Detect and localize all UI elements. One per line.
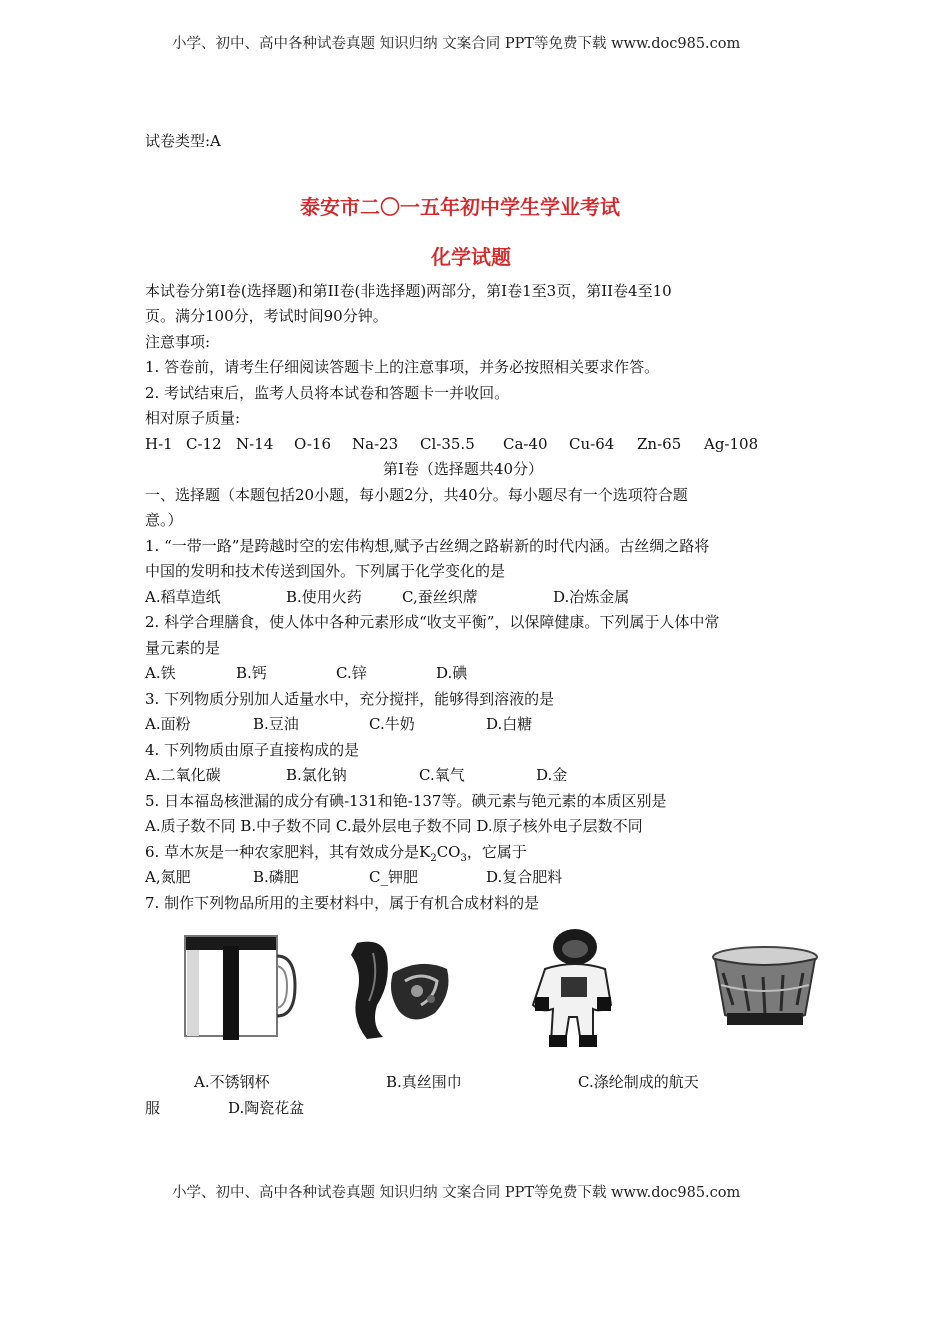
picture-caption-c: C.涤纶制成的航天 xyxy=(578,1073,699,1091)
option: D.冶炼金属 xyxy=(553,588,630,606)
question-5-stem: 5. 日本福岛核泄漏的成分有碘-131和铯-137等。碘元素与铯元素的本质区别是 xyxy=(145,792,667,810)
option: A.二氧化碳 xyxy=(145,766,221,784)
atomic-mass-item: Ca-40 xyxy=(503,435,548,453)
option: B.磷肥 xyxy=(253,868,299,886)
atomic-mass-item: Na-23 xyxy=(352,435,399,453)
option: B.使用火药 xyxy=(286,588,362,606)
ceramic-flower-pot-picture xyxy=(709,945,821,1029)
option: C.锌 xyxy=(336,664,367,682)
question-6-stem-b: ，它属于 xyxy=(466,843,527,861)
option: C.氧气 xyxy=(419,766,465,784)
stainless-steel-cup-picture xyxy=(183,928,298,1042)
atomic-mass-item: Ag-108 xyxy=(704,435,759,453)
option: A.稻草造纸 xyxy=(145,588,221,606)
atomic-mass-item: Zn-65 xyxy=(637,435,682,453)
question-5-options: A.质子数不同 B.中子数不同 C.最外层电子数不同 D.原子核外电子层数不同 xyxy=(145,817,643,835)
part-title: 第I卷（选择题共40分） xyxy=(383,460,544,478)
atomic-mass-item: Cl-35.5 xyxy=(420,435,475,453)
atomic-mass-item: N-14 xyxy=(236,435,274,453)
intro-line-1: 本试卷分第I卷(选择题)和第II卷(非选择题)两部分，第I卷1至3页，第II卷4至10 xyxy=(145,282,672,300)
option: A.面粉 xyxy=(145,715,191,733)
option: D.白糖 xyxy=(486,715,533,733)
notice-1: 1. 答卷前，请考生仔细阅读答题卡上的注意事项，并务必按照相关要求作答。 xyxy=(145,358,660,376)
option: C_钾肥 xyxy=(369,868,418,886)
exam-subtitle: 化学试题 xyxy=(431,245,511,269)
section-intro-2: 意。） xyxy=(145,511,183,529)
silk-scarf-picture xyxy=(343,937,455,1041)
exam-title: 泰安市二〇一五年初中学生学业考试 xyxy=(300,195,620,219)
option: B.氯化钠 xyxy=(286,766,347,784)
atomic-mass-item: Cu-64 xyxy=(569,435,615,453)
question-6-stem xyxy=(145,842,527,869)
notice-heading: 注意事项: xyxy=(145,333,211,351)
option: C.牛奶 xyxy=(369,715,415,733)
section-intro-1: 一、选择题（本题包括20小题，每小题2分，共40分。每小题尽有一个选项符合题 xyxy=(145,486,688,504)
option: B.豆油 xyxy=(253,715,299,733)
spacesuit-picture xyxy=(527,925,617,1050)
question-2-stem-2: 量元素的是 xyxy=(145,639,221,657)
question-6-options xyxy=(0,867,950,889)
atomic-mass-item: C-12 xyxy=(186,435,222,453)
question-2-stem-1: 2. 科学合理膳食，使人体中各种元素形成“收支平衡”，以保障健康。下列属于人体中常 xyxy=(145,613,720,631)
atomic-mass-item: H-1 xyxy=(145,435,173,453)
picture-caption-d: D.陶瓷花盆 xyxy=(228,1099,305,1117)
intro-line-2: 页。满分100分，考试时间90分钟。 xyxy=(145,307,388,325)
picture-caption-b: B.真丝围巾 xyxy=(386,1073,462,1091)
question-7-stem: 7. 制作下列物品所用的主要材料中，属于有机合成材料的是 xyxy=(145,894,540,912)
question-3-options xyxy=(0,714,950,736)
option: D.复合肥料 xyxy=(486,868,563,886)
atomic-mass-list xyxy=(0,434,950,456)
question-3-stem: 3. 下列物质分别加人适量水中，充分搅拌，能够得到溶液的是 xyxy=(145,690,555,708)
question-2-options xyxy=(0,663,950,685)
question-4-stem: 4. 下列物质由原子直接构成的是 xyxy=(145,741,360,759)
picture-caption-c-cont: 服 xyxy=(145,1099,161,1117)
option: D.金 xyxy=(536,766,568,784)
question-1-stem-2: 中国的发明和技术传送到国外。下列属于化学变化的是 xyxy=(145,562,506,580)
formula-k2co3: $K_2CO_3$ xyxy=(419,843,467,864)
page-footer: 小学、初中、高中各种试卷真题 知识归纳 文案合同 PPT等免费下载 www.doc985.com xyxy=(172,1185,741,1201)
option: D.碘 xyxy=(436,664,468,682)
question-1-options xyxy=(0,587,950,609)
paper-type: 试卷类型:A xyxy=(145,132,221,150)
picture-caption-a: A.不锈钢杯 xyxy=(194,1073,270,1091)
atomic-mass-item: O-16 xyxy=(294,435,332,453)
page-header: 小学、初中、高中各种试卷真题 知识归纳 文案合同 PPT等免费下载 www.doc985.com xyxy=(172,36,741,52)
option: C,蚕丝织蓆 xyxy=(402,588,478,606)
notice-2: 2. 考试结束后，监考人员将本试卷和答题卡一并收回。 xyxy=(145,384,510,402)
question-4-options xyxy=(0,765,950,787)
option: A,氮肥 xyxy=(145,868,191,886)
question-1-stem-1: 1. “一带一路”是跨越时空的宏伟构想,赋予古丝绸之路崭新的时代内涵。古丝绸之路将 xyxy=(145,537,710,555)
option: B.钙 xyxy=(236,664,267,682)
option: A.铁 xyxy=(145,664,176,682)
question-6-stem-a: 6. 草木灰是一种农家肥料，其有效成分是 xyxy=(145,843,420,861)
atomic-mass-heading: 相对原子质量: xyxy=(145,409,241,427)
